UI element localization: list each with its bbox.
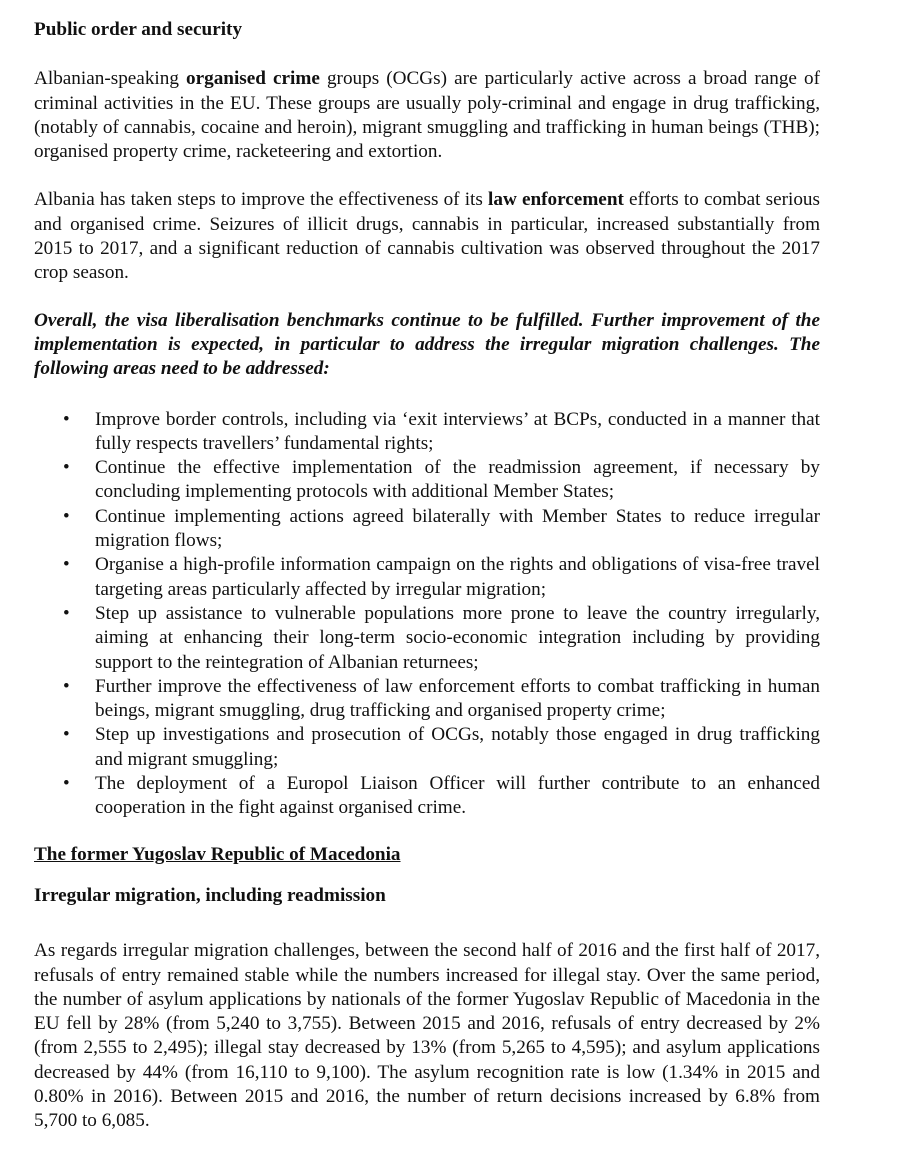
list-item-text: Step up investigations and prosecution of OCGs, notably those engaged in drug trafficking and migrant smuggling;: [95, 724, 820, 770]
paragraph-organised-crime: [34, 67, 820, 164]
list-item: [34, 456, 820, 505]
list-item-text: The deployment of a Europol Liaison Officer will further contribute to an enhanced cooperation in the fight against organised crime.: [95, 773, 820, 819]
section-heading-macedonia: The former Yugoslav Republic of Macedonia: [34, 843, 401, 865]
list-item: [34, 723, 820, 772]
list-item: [34, 675, 820, 724]
bold-term-law-enforcement: law enforcement: [488, 189, 624, 211]
list-item: [34, 505, 820, 554]
list-item-text: Further improve the effectiveness of law enforcement efforts to combat trafficking in human beings, migrant smuggling, drug trafficking and organised property crime;: [95, 675, 820, 722]
list-item-text: Step up assistance to vulnerable populations more prone to leave the country irregularly, aiming at enhancing their long-term socio-economic integration including by providing support to the reintegration of Albanian returnees;: [95, 602, 820, 673]
section-heading-public-order: Public order and security: [34, 19, 243, 40]
document-content: [34, 16, 820, 1134]
paragraph-text: Albania has taken steps to improve the effectiveness of its: [34, 189, 489, 211]
paragraph-text: efforts to combat serious and organised crime. Seizures of illicit drugs, cannabis in particular, increased substantially from 2015 to 2017, and a significant reduction of cannabis cultivation was observed throughout the 2017 crop season.: [34, 189, 820, 284]
bullet-icon: •: [63, 505, 70, 527]
bullet-icon: •: [63, 554, 70, 576]
list-item: [34, 553, 820, 602]
paragraph-migration-statistics: As regards irregular migration challenges, between the second half of 2016 and the first half of 2017, refusals of entry remained stable while the numbers increased for illegal stay. Over the same period, the number of asylum applications by nationals of the former Yugoslav Republic of Macedonia in the EU fell by 28% (from 5,240 to 3,755). Between 2015 and 2016, refusals of entry decreased by 2% (from 2,555 to 2,495); illegal stay decreased by 13% (from 5,265 to 4,595); and asylum applications decreased by 44% (from 16,110 to 9,100). The asylum recognition rate is low (1.34% in 2015 and 0.80% in 2016). Between 2015 and 2016, the number of return decisions increased by 6.8% from 5,700 to 6,085.: [34, 940, 820, 1132]
bullet-icon: •: [63, 408, 70, 430]
list-item: [34, 602, 820, 675]
benchmarks-conclusion: Overall, the visa liberalisation benchmarks continue to be fulfilled. Further improvement of the implementation is expected, in particular to address the irregular migration challenges. The following areas need to be addressed:: [34, 309, 820, 380]
bullet-icon: •: [63, 773, 70, 795]
list-item: [34, 772, 820, 821]
bullet-icon: •: [63, 602, 70, 624]
list-item-text: Continue implementing actions agreed bilaterally with Member States to reduce irregular migration flows;: [95, 505, 820, 552]
list-item: [34, 408, 820, 457]
bullet-icon: •: [63, 724, 70, 746]
bullet-icon: •: [63, 675, 70, 697]
paragraph-text: Albanian-speaking: [34, 68, 186, 90]
recommendations-list: [34, 408, 820, 821]
bold-term-organised-crime: organised crime: [186, 68, 320, 90]
list-item-text: Improve border controls, including via ‘exit interviews’ at BCPs, conducted in a manner that fully respects travellers’ fundamental rights;: [95, 408, 820, 454]
paragraph-text: groups (OCGs) are particularly active across a broad range of criminal activities in the EU. These groups are usually poly-criminal and engage in drug trafficking, (notably of cannabis, cocaine and heroin), migrant smuggling and trafficking in human beings (THB); organised property crime, racketeering and extortion.: [34, 68, 820, 163]
bullet-icon: •: [63, 457, 70, 479]
paragraph-law-enforcement: [34, 188, 820, 285]
subheading-irregular-migration: Irregular migration, including readmission: [34, 884, 386, 906]
list-item-text: Organise a high-profile information campaign on the rights and obligations of visa-free travel targeting areas particularly affected by irregular migration;: [95, 554, 820, 600]
list-item-text: Continue the effective implementation of the readmission agreement, if necessary by concluding implementing protocols with additional Member States;: [95, 457, 820, 503]
